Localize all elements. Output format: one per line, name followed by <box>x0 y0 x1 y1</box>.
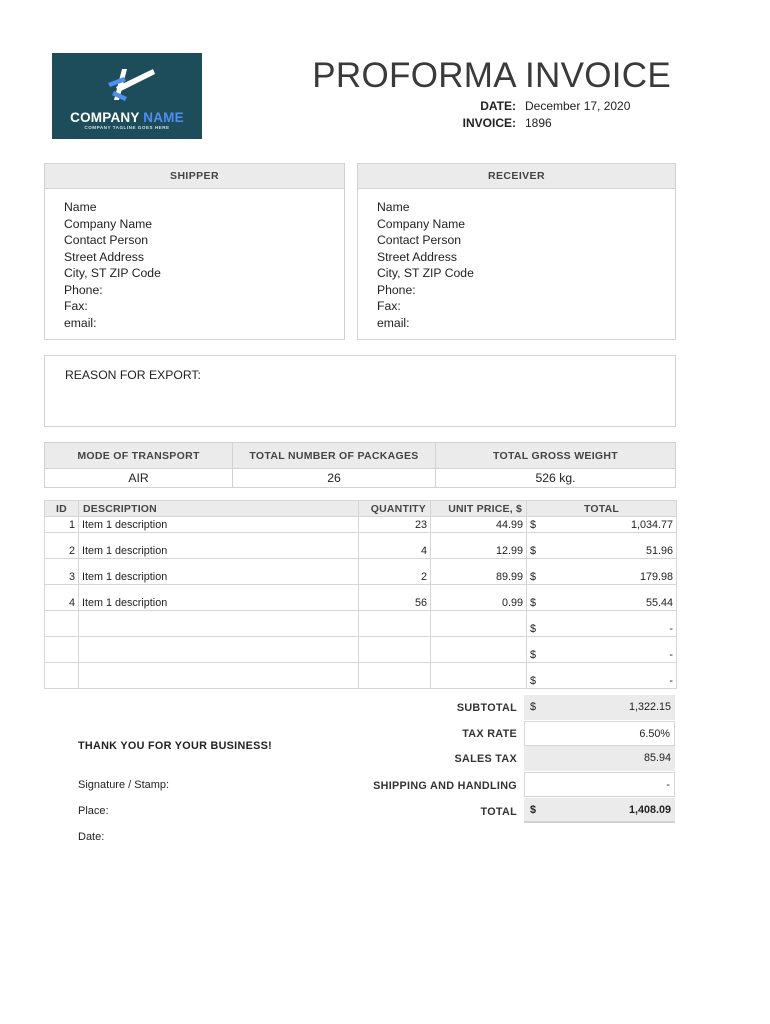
thank-you-message: THANK YOU FOR YOUR BUSINESS! <box>78 740 272 752</box>
shipper-line: Name <box>64 200 97 214</box>
gross-weight-value: 526 kg. <box>436 469 676 488</box>
currency-symbol: $ <box>530 623 537 635</box>
item-unit-price <box>431 637 527 663</box>
item-unit-price: 89.99 <box>431 559 527 585</box>
shipper-panel <box>44 163 345 340</box>
item-total <box>527 637 677 663</box>
receiver-line: Street Address <box>377 249 457 264</box>
item-description: Item 1 description <box>79 533 359 559</box>
table-row <box>45 533 677 559</box>
shipper-line: email: <box>64 315 97 330</box>
item-unit-price <box>431 663 527 689</box>
tax-rate-label: TAX RATE <box>462 728 517 740</box>
receiver-line: City, ST ZIP Code <box>377 266 474 280</box>
items-header-row <box>45 501 677 517</box>
mode-of-transport-value: AIR <box>45 469 233 488</box>
subtotal-value: 1,322.15 <box>628 701 671 713</box>
item-description: Item 1 description <box>79 559 359 585</box>
item-quantity <box>359 663 431 689</box>
receiver-line: Phone: <box>377 282 416 297</box>
sales-tax-label: SALES TAX <box>454 753 517 765</box>
reason-for-export-label: REASON FOR EXPORT: <box>65 368 201 382</box>
grand-total-value: 1,408.09 <box>628 804 671 816</box>
item-quantity <box>359 637 431 663</box>
item-quantity: 4 <box>359 533 431 559</box>
shipper-line: Phone: <box>64 282 103 297</box>
company-logo <box>52 53 202 139</box>
item-id: 1 <box>45 517 79 533</box>
signature-stamp-label: Signature / Stamp: <box>78 779 170 791</box>
item-total-amount: - <box>669 649 673 661</box>
currency-symbol: $ <box>530 675 537 687</box>
item-total <box>527 611 677 637</box>
item-unit-price: 0.99 <box>431 585 527 611</box>
shipping-header-row <box>45 443 676 469</box>
date-footer-label: Date: <box>78 831 105 843</box>
item-quantity: 2 <box>359 559 431 585</box>
receiver-line: Fax: <box>377 299 401 313</box>
table-row <box>45 559 677 585</box>
receiver-line: Name <box>377 200 410 214</box>
receiver-heading: RECEIVER <box>358 164 675 189</box>
mode-of-transport-header: MODE OF TRANSPORT <box>45 443 233 469</box>
item-unit-price: 12.99 <box>431 533 527 559</box>
currency-symbol: $ <box>530 519 537 531</box>
currency-symbol: $ <box>530 597 537 609</box>
date-value: December 17, 2020 <box>525 99 631 113</box>
total-header: TOTAL <box>527 501 677 517</box>
item-unit-price <box>431 611 527 637</box>
currency-symbol: $ <box>530 804 537 816</box>
logo-tagline: COMPANY TAGLINE GOES HERE <box>84 125 170 130</box>
item-total-amount: - <box>669 675 673 687</box>
currency-symbol: $ <box>530 571 537 583</box>
item-total <box>527 663 677 689</box>
quantity-header: QUANTITY <box>359 501 431 517</box>
invoice-label: INVOICE: <box>462 116 516 130</box>
item-description <box>79 663 359 689</box>
item-quantity: 56 <box>359 585 431 611</box>
shipper-line: Fax: <box>64 299 88 313</box>
item-total <box>527 533 677 559</box>
item-description <box>79 611 359 637</box>
shipping-handling-box <box>524 772 675 797</box>
currency-symbol: $ <box>530 545 537 557</box>
receiver-line: email: <box>377 315 410 330</box>
shipper-address <box>45 189 344 331</box>
item-description: Item 1 description <box>79 585 359 611</box>
item-id <box>45 663 79 689</box>
table-row <box>45 611 677 637</box>
gross-weight-header: TOTAL GROSS WEIGHT <box>436 443 676 469</box>
item-id: 3 <box>45 559 79 585</box>
logo-mark-icon <box>52 53 202 113</box>
item-total-amount: - <box>669 623 673 635</box>
table-row <box>45 517 677 533</box>
shipper-line: City, ST ZIP Code <box>64 266 161 280</box>
item-total-amount: 179.98 <box>639 571 673 583</box>
total-packages-value: 26 <box>233 469 436 488</box>
line-items-table <box>44 500 677 689</box>
unit-price-header: UNIT PRICE, $ <box>431 501 527 517</box>
invoice-number: 1896 <box>525 116 552 130</box>
shipper-line: Company Name <box>64 216 153 231</box>
currency-symbol: $ <box>530 701 537 713</box>
item-total <box>527 517 677 533</box>
table-row <box>45 663 677 689</box>
shipper-line: Street Address <box>64 249 144 264</box>
item-total-amount: 1,034.77 <box>630 519 673 531</box>
item-quantity: 23 <box>359 517 431 533</box>
receiver-panel <box>357 163 676 340</box>
subtotal-label: SUBTOTAL <box>456 702 517 714</box>
shipping-handling-label: SHIPPING AND HANDLING <box>373 780 517 792</box>
reason-for-export-box <box>44 355 676 427</box>
shipper-line: Contact Person <box>64 233 149 247</box>
place-label: Place: <box>78 805 109 817</box>
item-id <box>45 637 79 663</box>
table-row <box>45 585 677 611</box>
sales-tax-box <box>524 746 675 771</box>
receiver-address <box>358 189 675 331</box>
item-total <box>527 585 677 611</box>
item-description <box>79 637 359 663</box>
shipping-value-row <box>45 469 676 488</box>
shipper-heading: SHIPPER <box>45 164 344 189</box>
date-label: DATE: <box>480 99 516 113</box>
item-id <box>45 611 79 637</box>
grand-total-box <box>524 798 675 823</box>
item-description: Item 1 description <box>79 517 359 533</box>
item-id: 4 <box>45 585 79 611</box>
item-unit-price: 44.99 <box>431 517 527 533</box>
receiver-line: Contact Person <box>377 233 462 247</box>
item-quantity <box>359 611 431 637</box>
sales-tax-value: 85.94 <box>643 752 671 764</box>
id-header: ID <box>45 501 79 517</box>
subtotal-box <box>524 695 675 720</box>
tax-rate-value: 6.50% <box>639 728 670 740</box>
shipping-handling-value: - <box>666 779 670 791</box>
item-total <box>527 559 677 585</box>
table-row <box>45 637 677 663</box>
description-header: DESCRIPTION <box>79 501 359 517</box>
total-label: TOTAL <box>480 806 517 818</box>
currency-symbol: $ <box>530 649 537 661</box>
document-title: PROFORMA INVOICE <box>312 56 671 95</box>
item-id: 2 <box>45 533 79 559</box>
item-total-amount: 51.96 <box>645 545 673 557</box>
item-total-amount: 55.44 <box>645 597 673 609</box>
logo-company-name: COMPANY NAME <box>70 110 184 125</box>
receiver-line: Company Name <box>377 216 466 231</box>
tax-rate-box <box>524 721 675 746</box>
shipping-summary-table <box>44 442 676 488</box>
total-packages-header: TOTAL NUMBER OF PACKAGES <box>233 443 436 469</box>
